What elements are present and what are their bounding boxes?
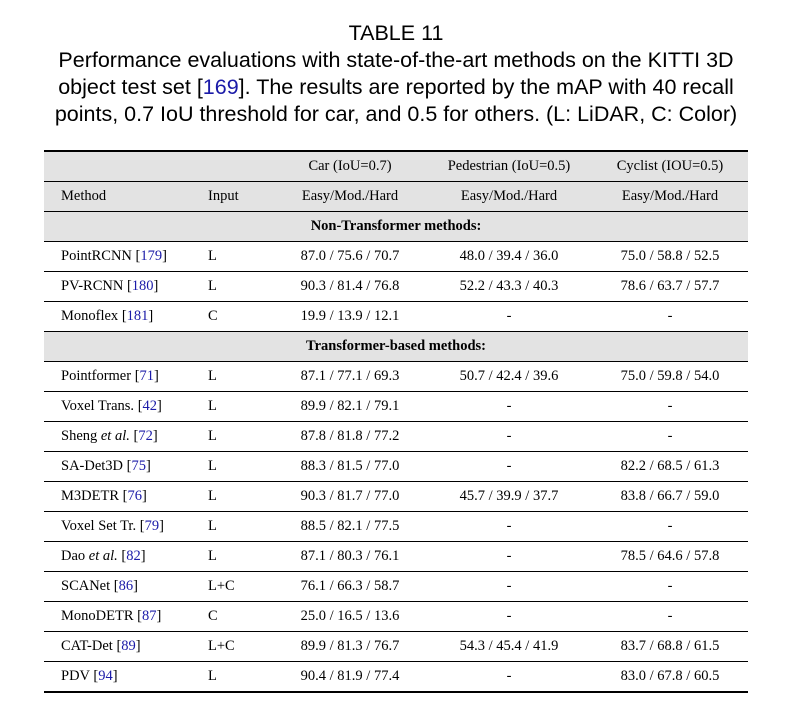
method-cell: Voxel Trans. [42] [44, 392, 204, 422]
header-pedestrian-group: Pedestrian (IoU=0.5) [426, 151, 592, 182]
caption-line-3: points, 0.7 IoU threshold for car, and 0.5 for others. (L: LiDAR, C: Color) [54, 102, 738, 126]
cyclist-score-cell: - [592, 422, 748, 452]
section-transformer [44, 332, 748, 362]
method-cell: PointRCNN [179] [44, 242, 204, 272]
pedestrian-score-cell: - [426, 602, 592, 632]
table-row [44, 242, 748, 272]
input-cell: C [204, 302, 274, 332]
pedestrian-score-cell: 54.3 / 45.4 / 41.9 [426, 632, 592, 662]
header-group-row [44, 151, 748, 182]
car-score-cell: 87.1 / 77.1 / 69.3 [274, 362, 426, 392]
method-cell: Monoflex [181] [44, 302, 204, 332]
method-cell: Pointformer [71] [44, 362, 204, 392]
input-cell: L [204, 452, 274, 482]
table-row [44, 662, 748, 693]
method-name: Voxel Set Tr. [61, 518, 137, 534]
car-score-cell: 87.1 / 80.3 / 76.1 [274, 542, 426, 572]
header-blank-method [44, 151, 204, 182]
table-row [44, 452, 748, 482]
car-score-cell: 25.0 / 16.5 / 13.6 [274, 602, 426, 632]
caption-citation-link[interactable]: 169 [202, 75, 239, 99]
input-cell: L [204, 272, 274, 302]
pedestrian-score-cell: 52.2 / 43.3 / 40.3 [426, 272, 592, 302]
header-car-metrics: Easy/Mod./Hard [274, 182, 426, 212]
method-name: M3DETR [61, 488, 119, 504]
input-cell: L+C [204, 632, 274, 662]
input-cell: L [204, 392, 274, 422]
method-name: Monoflex [61, 308, 119, 324]
method-name-suffix: et al. [88, 548, 118, 564]
citation-link[interactable]: 179 [140, 248, 163, 264]
input-cell: L [204, 482, 274, 512]
caption-line-2 [0, 74, 792, 101]
method-cell: CAT-Det [89] [44, 632, 204, 662]
pedestrian-score-cell: 45.7 / 39.9 / 37.7 [426, 482, 592, 512]
citation-link[interactable]: 79 [144, 518, 160, 534]
table-label: TABLE 11 [348, 21, 444, 45]
car-score-cell: 87.8 / 81.8 / 77.2 [274, 422, 426, 452]
citation-link[interactable]: 82 [126, 548, 141, 564]
header-cyclist-metrics: Easy/Mod./Hard [592, 182, 748, 212]
input-cell: L [204, 542, 274, 572]
cyclist-score-cell: - [592, 392, 748, 422]
table-row [44, 362, 748, 392]
pedestrian-score-cell: 48.0 / 39.4 / 36.0 [426, 242, 592, 272]
results-table [44, 150, 748, 693]
header-pedestrian-metrics: Easy/Mod./Hard [426, 182, 592, 212]
section-non-transformer [44, 212, 748, 242]
caption-line-2-pre: object test set [ [58, 75, 203, 99]
cyclist-score-cell: 83.8 / 66.7 / 59.0 [592, 482, 748, 512]
input-cell: L [204, 512, 274, 542]
pedestrian-score-cell: - [426, 392, 592, 422]
method-name: Voxel Trans. [61, 398, 135, 414]
method-cell: PDV [94] [44, 662, 204, 693]
header-blank-input [204, 151, 274, 182]
method-name: PointRCNN [61, 248, 132, 264]
caption-line-2-post: ]. The results are reported by the mAP with 40 recall [238, 75, 734, 99]
caption-line-1: Performance evaluations with state-of-the-art methods on the KITTI 3D [58, 48, 734, 72]
table-row [44, 482, 748, 512]
table-row [44, 272, 748, 302]
cyclist-score-cell: 75.0 / 59.8 / 54.0 [592, 362, 748, 392]
input-cell: L+C [204, 572, 274, 602]
header-method: Method [44, 182, 204, 212]
header-column-row [44, 182, 748, 212]
method-name: SA-Det3D [61, 458, 124, 474]
cyclist-score-cell: - [592, 602, 748, 632]
table-row [44, 542, 748, 572]
citation-link[interactable]: 94 [98, 668, 113, 684]
table-row [44, 572, 748, 602]
pedestrian-score-cell: - [426, 302, 592, 332]
method-cell: SA-Det3D [75] [44, 452, 204, 482]
method-cell: Dao et al. [82] [44, 542, 204, 572]
pedestrian-score-cell: - [426, 662, 592, 693]
pedestrian-score-cell: - [426, 572, 592, 602]
method-cell: PV-RCNN [180] [44, 272, 204, 302]
input-cell: L [204, 662, 274, 693]
section-transformer-label: Transformer-based methods: [44, 332, 748, 362]
table-row [44, 512, 748, 542]
method-name: MonoDETR [61, 608, 134, 624]
table-row [44, 392, 748, 422]
citation-link[interactable]: 71 [139, 368, 155, 384]
car-score-cell: 89.9 / 81.3 / 76.7 [274, 632, 426, 662]
header-cyclist-group: Cyclist (IOU=0.5) [592, 151, 748, 182]
car-score-cell: 90.3 / 81.4 / 76.8 [274, 272, 426, 302]
citation-link[interactable]: 86 [118, 578, 134, 594]
method-name: PDV [61, 668, 90, 684]
pedestrian-score-cell: - [426, 542, 592, 572]
section-non-transformer-label: Non-Transformer methods: [44, 212, 748, 242]
citation-link[interactable]: 42 [142, 398, 158, 414]
input-cell: L [204, 422, 274, 452]
input-cell: C [204, 602, 274, 632]
method-cell: Voxel Set Tr. [79] [44, 512, 204, 542]
method-name: Pointformer [61, 368, 132, 384]
table-row [44, 302, 748, 332]
pedestrian-score-cell: - [426, 452, 592, 482]
method-cell: SCANet [86] [44, 572, 204, 602]
header-input: Input [204, 182, 274, 212]
car-score-cell: 76.1 / 66.3 / 58.7 [274, 572, 426, 602]
cyclist-score-cell: - [592, 302, 748, 332]
pedestrian-score-cell: - [426, 512, 592, 542]
method-cell: M3DETR [76] [44, 482, 204, 512]
cyclist-score-cell: 78.5 / 64.6 / 57.8 [592, 542, 748, 572]
table-row [44, 422, 748, 452]
method-cell: Sheng et al. [72] [44, 422, 204, 452]
input-cell: L [204, 362, 274, 392]
car-score-cell: 90.4 / 81.9 / 77.4 [274, 662, 426, 693]
car-score-cell: 88.3 / 81.5 / 77.0 [274, 452, 426, 482]
method-name: PV-RCNN [61, 278, 124, 294]
cyclist-score-cell: 82.2 / 68.5 / 61.3 [592, 452, 748, 482]
method-name-suffix: et al. [100, 428, 130, 444]
pedestrian-score-cell: - [426, 422, 592, 452]
car-score-cell: 89.9 / 82.1 / 79.1 [274, 392, 426, 422]
input-cell: L [204, 242, 274, 272]
car-score-cell: 19.9 / 13.9 / 12.1 [274, 302, 426, 332]
cyclist-score-cell: 83.7 / 68.8 / 61.5 [592, 632, 748, 662]
car-score-cell: 90.3 / 81.7 / 77.0 [274, 482, 426, 512]
method-name: SCANet [61, 578, 111, 594]
cyclist-score-cell: 75.0 / 58.8 / 52.5 [592, 242, 748, 272]
car-score-cell: 88.5 / 82.1 / 77.5 [274, 512, 426, 542]
cyclist-score-cell: - [592, 512, 748, 542]
method-name: Sheng [61, 428, 98, 444]
citation-link[interactable]: 76 [127, 488, 142, 504]
citation-link[interactable]: 75 [131, 458, 146, 474]
citation-link[interactable]: 180 [131, 278, 154, 294]
method-cell: MonoDETR [87] [44, 602, 204, 632]
method-name: CAT-Det [61, 638, 113, 654]
method-name: Dao [61, 548, 86, 564]
cyclist-score-cell: 78.6 / 63.7 / 57.7 [592, 272, 748, 302]
cyclist-score-cell: - [592, 572, 748, 602]
table-row [44, 632, 748, 662]
header-car-group: Car (IoU=0.7) [274, 151, 426, 182]
citation-link[interactable]: 87 [141, 608, 157, 624]
table-row [44, 602, 748, 632]
citation-link[interactable]: 89 [121, 638, 136, 654]
pedestrian-score-cell: 50.7 / 42.4 / 39.6 [426, 362, 592, 392]
citation-link[interactable]: 72 [138, 428, 153, 444]
car-score-cell: 87.0 / 75.6 / 70.7 [274, 242, 426, 272]
citation-link[interactable]: 181 [126, 308, 149, 324]
table-caption [0, 20, 792, 128]
cyclist-score-cell: 83.0 / 67.8 / 60.5 [592, 662, 748, 693]
